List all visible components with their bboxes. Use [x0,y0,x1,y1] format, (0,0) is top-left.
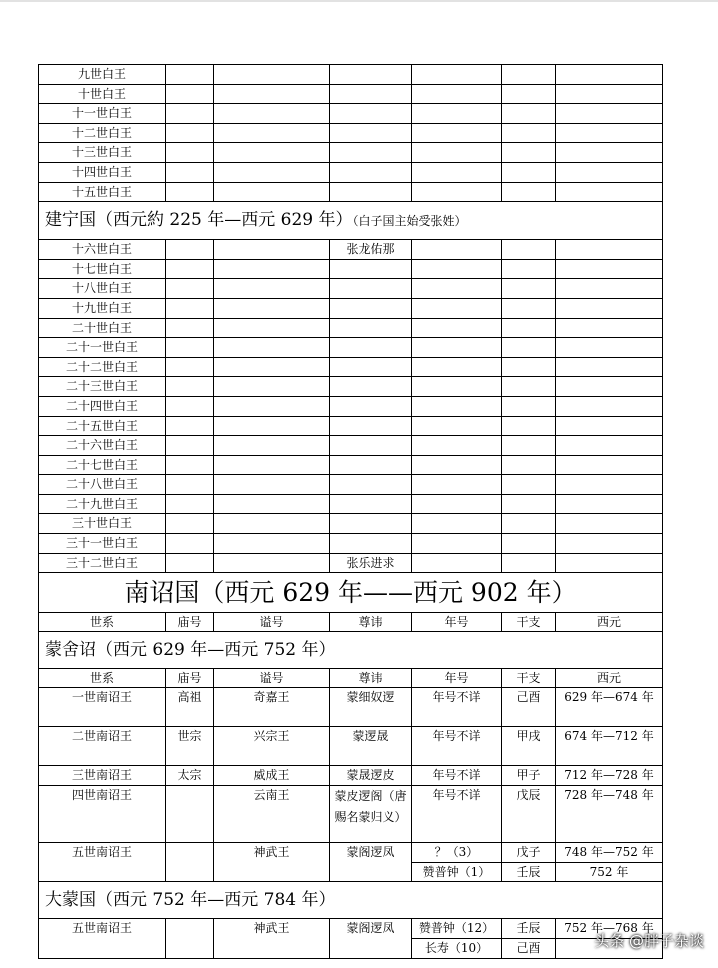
miaohao-cell: 高祖 [166,688,214,727]
table-row [39,688,663,727]
zunhui-cell [330,104,412,124]
table-row [39,455,663,475]
header-zunhui: 尊讳 [330,613,412,632]
zunhui-cell [330,123,412,143]
shihao-cell [214,123,330,143]
ganzhi-cell [502,436,556,456]
shixi-cell: 二十六世白王 [39,436,166,456]
zunhui-cell [330,436,412,456]
nianhao-cell [412,279,502,299]
shixi-cell: 二十五世白王 [39,416,166,436]
table-row [39,377,663,397]
table-row [39,475,663,495]
miaohao-cell [166,240,214,260]
zunhui-cell [330,65,412,85]
zunhui-cell [330,84,412,104]
xiyuan-cell: 752 年—768 年 [556,919,663,939]
ganzhi-cell: 甲戌 [502,727,556,766]
header-miaohao: 庙号 [166,669,214,688]
shihao-cell: 神武王 [214,843,330,882]
miaohao-cell [166,377,214,397]
miaohao-cell [166,279,214,299]
table-row [39,573,663,613]
table-row [39,514,663,534]
nianhao-cell [412,318,502,338]
shixi-cell: 十一世白王 [39,104,166,124]
ganzhi-cell [502,65,556,85]
top-divider [0,0,718,2]
miaohao-cell [166,843,214,882]
xiyuan-cell [556,279,663,299]
header-ganzhi: 干支 [502,613,556,632]
table-row [39,436,663,456]
xiyuan-cell [556,162,663,182]
watermark: 头条 @胖子杂谈 [594,932,704,950]
shixi-cell: 十六世白王 [39,240,166,260]
nianhao-cell [412,240,502,260]
shixi-cell: 十八世白王 [39,279,166,299]
table-row [39,104,663,124]
header-xiyuan: 西元 [556,669,663,688]
zunhui-cell [330,259,412,279]
xiyuan-cell: 752 年 [556,862,663,882]
ganzhi-cell: 壬辰 [502,862,556,882]
shihao-cell: 神武王 [214,919,330,958]
zunhui-cell [330,377,412,397]
miaohao-cell [166,436,214,456]
shixi-cell: 三十二世白王 [39,553,166,573]
zunhui-cell [330,318,412,338]
ganzhi-cell [502,84,556,104]
table-row [39,84,663,104]
miaohao-cell [166,553,214,573]
miaohao-cell [166,162,214,182]
shihao-cell: 奇嘉王 [214,688,330,727]
miaohao-cell [166,182,214,202]
nianhao-cell [412,123,502,143]
ganzhi-cell [502,104,556,124]
xiyuan-cell [556,318,663,338]
ganzhi-cell [502,514,556,534]
shihao-cell [214,318,330,338]
miaohao-cell [166,534,214,554]
header-shihao: 谥号 [214,613,330,632]
xiyuan-cell [556,298,663,318]
shihao-cell [214,104,330,124]
header-zunhui: 尊讳 [330,669,412,688]
table-row [39,123,663,143]
table-row [39,396,663,416]
nianhao-cell [412,104,502,124]
nianhao-cell: 年号不详 [412,727,502,766]
miaohao-cell [166,416,214,436]
xiyuan-cell [556,123,663,143]
shihao-cell [214,240,330,260]
shixi-cell: 十二世白王 [39,123,166,143]
ganzhi-cell: 己酉 [502,939,556,959]
zunhui-cell [330,514,412,534]
shihao-cell: 兴宗王 [214,727,330,766]
shixi-cell: 二十四世白王 [39,396,166,416]
nianhao-cell: 赞普钟（1） [412,862,502,882]
table-row [39,494,663,514]
shihao-cell: 云南王 [214,786,330,843]
shihao-cell [214,455,330,475]
miaohao-cell [166,786,214,843]
header-shihao: 谥号 [214,669,330,688]
xiyuan-cell [556,514,663,534]
zunhui-cell [330,475,412,495]
table-row [39,882,663,919]
zunhui-cell [330,182,412,202]
zunhui-cell [330,143,412,163]
miaohao-cell: 太宗 [166,766,214,786]
header-xiyuan: 西元 [556,613,663,632]
shihao-cell [214,162,330,182]
miaohao-cell [166,514,214,534]
ganzhi-cell [502,318,556,338]
miaohao-cell [166,84,214,104]
shixi-cell: 十世白王 [39,84,166,104]
zunhui-cell [330,298,412,318]
nianhao-cell: 年号不详 [412,766,502,786]
ganzhi-cell [502,338,556,358]
table-row [39,669,663,688]
header-nianhao: 年号 [412,669,502,688]
xiyuan-cell [556,475,663,495]
ganzhi-cell [502,455,556,475]
ganzhi-cell [502,182,556,202]
xiyuan-cell [556,338,663,358]
shixi-cell: 二十二世白王 [39,357,166,377]
nianhao-cell [412,396,502,416]
shihao-cell [214,534,330,554]
shixi-cell: 十三世白王 [39,143,166,163]
ganzhi-cell [502,298,556,318]
shihao-cell [214,143,330,163]
xiyuan-cell [556,436,663,456]
xiyuan-cell [556,455,663,475]
shixi-cell: 十九世白王 [39,298,166,318]
table-row [39,613,663,632]
shixi-cell: 二十一世白王 [39,338,166,358]
nianhao-cell: 赞普钟（12） [412,919,502,939]
table-row [39,766,663,786]
ganzhi-cell [502,416,556,436]
section-title-text: 大蒙国（西元 752 年—西元 784 年） [45,890,336,911]
table-row [39,338,663,358]
nianhao-cell [412,534,502,554]
ganzhi-cell [502,240,556,260]
zunhui-cell: 蒙阁逻凤 [330,919,412,958]
ganzhi-cell [502,123,556,143]
shihao-cell [214,279,330,299]
xiyuan-cell [556,65,663,85]
xiyuan-cell [556,182,663,202]
miaohao-cell [166,259,214,279]
shixi-cell: 二世南诏王 [39,727,166,766]
xiyuan-cell: 674 年—712 年 [556,727,663,766]
shihao-cell [214,416,330,436]
nanzhao-title: 南诏国（西元 629 年——西元 902 年） [39,573,663,613]
miaohao-cell [166,919,214,958]
nianhao-cell [412,436,502,456]
table-row [39,416,663,436]
xiyuan-cell [556,259,663,279]
shixi-cell: 四世南诏王 [39,786,166,843]
xiyuan-cell [556,494,663,514]
shihao-cell [214,436,330,456]
miaohao-cell [166,494,214,514]
table-row [39,279,663,299]
table-row [39,259,663,279]
zunhui-cell [330,494,412,514]
miaohao-cell [166,143,214,163]
xiyuan-cell [556,534,663,554]
miaohao-cell [166,65,214,85]
xiyuan-cell: 629 年—674 年 [556,688,663,727]
ganzhi-cell: 甲子 [502,766,556,786]
table-row [39,298,663,318]
table-row [39,318,663,338]
shihao-cell [214,84,330,104]
header-miaohao: 庙号 [166,613,214,632]
ganzhi-cell: 戊辰 [502,786,556,843]
nianhao-cell [412,475,502,495]
header-ganzhi: 干支 [502,669,556,688]
zunhui-cell: 蒙细奴逻 [330,688,412,727]
nianhao-cell [412,182,502,202]
ganzhi-cell: 己酉 [502,688,556,727]
header-shixi: 世系 [39,613,166,632]
ganzhi-cell [502,377,556,397]
shixi-cell: 三十世白王 [39,514,166,534]
zunhui-cell [330,534,412,554]
zunhui-cell [330,279,412,299]
shihao-cell [214,65,330,85]
xiyuan-cell [556,357,663,377]
nianhao-cell [412,455,502,475]
miaohao-cell [166,104,214,124]
shixi-cell: 三十一世白王 [39,534,166,554]
shihao-cell [214,377,330,397]
section-note: （白子国主始受张姓） [352,214,467,229]
section-title [39,202,663,240]
zunhui-cell: 张龙佑那 [330,240,412,260]
miaohao-cell [166,357,214,377]
zunhui-cell [330,396,412,416]
table-row [39,240,663,260]
table-row [39,202,663,240]
lineage-table [38,64,663,959]
shihao-cell [214,259,330,279]
shixi-cell: 十五世白王 [39,182,166,202]
zunhui-cell [330,416,412,436]
nianhao-cell: 年号不详 [412,688,502,727]
miaohao-cell [166,455,214,475]
nianhao-cell [412,416,502,436]
shihao-cell: 威成王 [214,766,330,786]
shixi-cell: 五世南诏王 [39,843,166,882]
nianhao-cell [412,514,502,534]
section-title-text: 建宁国（西元約 225 年—西元 629 年） [45,210,353,231]
miaohao-cell [166,475,214,495]
shixi-cell: 二十世白王 [39,318,166,338]
ganzhi-cell [502,259,556,279]
shixi-cell: 十四世白王 [39,162,166,182]
shihao-cell [214,357,330,377]
table-row [39,843,663,863]
shixi-cell: 二十八世白王 [39,475,166,495]
zunhui-cell [330,162,412,182]
miaohao-cell [166,318,214,338]
shihao-cell [214,475,330,495]
xiyuan-cell [556,396,663,416]
shixi-cell: 十七世白王 [39,259,166,279]
miaohao-cell: 世宗 [166,727,214,766]
header-shixi: 世系 [39,669,166,688]
nianhao-cell [412,357,502,377]
ganzhi-cell: 戊子 [502,843,556,863]
header-nianhao: 年号 [412,613,502,632]
zunhui-cell: 蒙皮逻阁（唐赐名蒙归义） [330,786,412,843]
zunhui-cell [330,357,412,377]
xiyuan-cell: 748 年—752 年 [556,843,663,863]
xiyuan-cell [556,240,663,260]
table-row [39,919,663,939]
ganzhi-cell: 壬辰 [502,919,556,939]
xiyuan-cell [556,416,663,436]
miaohao-cell [166,396,214,416]
table-row [39,632,663,669]
zunhui-cell: 蒙逻晟 [330,727,412,766]
shixi-cell: 二十七世白王 [39,455,166,475]
shixi-cell: 三世南诏王 [39,766,166,786]
lineage-table-body [39,65,663,959]
shixi-cell: 二十九世白王 [39,494,166,514]
shihao-cell [214,338,330,358]
xiyuan-cell [556,553,663,573]
shihao-cell [214,182,330,202]
shihao-cell [214,396,330,416]
section-title [39,882,663,919]
ganzhi-cell [502,162,556,182]
table-row [39,553,663,573]
miaohao-cell [166,298,214,318]
ganzhi-cell [502,534,556,554]
nianhao-cell [412,162,502,182]
section-title [39,632,663,669]
shihao-cell [214,553,330,573]
miaohao-cell [166,123,214,143]
miaohao-cell [166,338,214,358]
table-row [39,65,663,85]
xiyuan-cell [556,143,663,163]
table-row [39,162,663,182]
shihao-cell [214,494,330,514]
ganzhi-cell [502,494,556,514]
table-row [39,786,663,843]
shixi-cell: 九世白王 [39,65,166,85]
shixi-cell: 一世南诏王 [39,688,166,727]
xiyuan-cell: 728 年—748 年 [556,786,663,843]
ganzhi-cell [502,396,556,416]
xiyuan-cell: 712 年—728 年 [556,766,663,786]
nianhao-cell [412,377,502,397]
table-row [39,534,663,554]
zunhui-cell: 蒙晟逻皮 [330,766,412,786]
nianhao-cell: 年号不详 [412,786,502,843]
nianhao-cell [412,298,502,318]
table-row [39,143,663,163]
zunhui-cell: 张乐进求 [330,553,412,573]
ganzhi-cell [502,475,556,495]
nianhao-cell [412,338,502,358]
shihao-cell [214,514,330,534]
nianhao-cell [412,553,502,573]
zunhui-cell [330,338,412,358]
section-title-text: 蒙舍诏（西元 629 年—西元 752 年） [45,640,336,661]
table-row [39,357,663,377]
xiyuan-cell [556,377,663,397]
shixi-cell: 二十三世白王 [39,377,166,397]
nianhao-cell [412,494,502,514]
nianhao-cell [412,259,502,279]
shihao-cell [214,298,330,318]
ganzhi-cell [502,143,556,163]
zunhui-cell [330,455,412,475]
xiyuan-cell [556,104,663,124]
xiyuan-cell [556,84,663,104]
table-row [39,182,663,202]
shixi-cell: 五世南诏王 [39,919,166,958]
zunhui-cell: 蒙阁逻凤 [330,843,412,882]
nianhao-cell [412,143,502,163]
ganzhi-cell [502,553,556,573]
nianhao-cell [412,65,502,85]
ganzhi-cell [502,357,556,377]
nianhao-cell [412,84,502,104]
nianhao-cell: ？（3） [412,843,502,863]
nianhao-cell: 长寿（10） [412,939,502,959]
ganzhi-cell [502,279,556,299]
table-row [39,727,663,766]
